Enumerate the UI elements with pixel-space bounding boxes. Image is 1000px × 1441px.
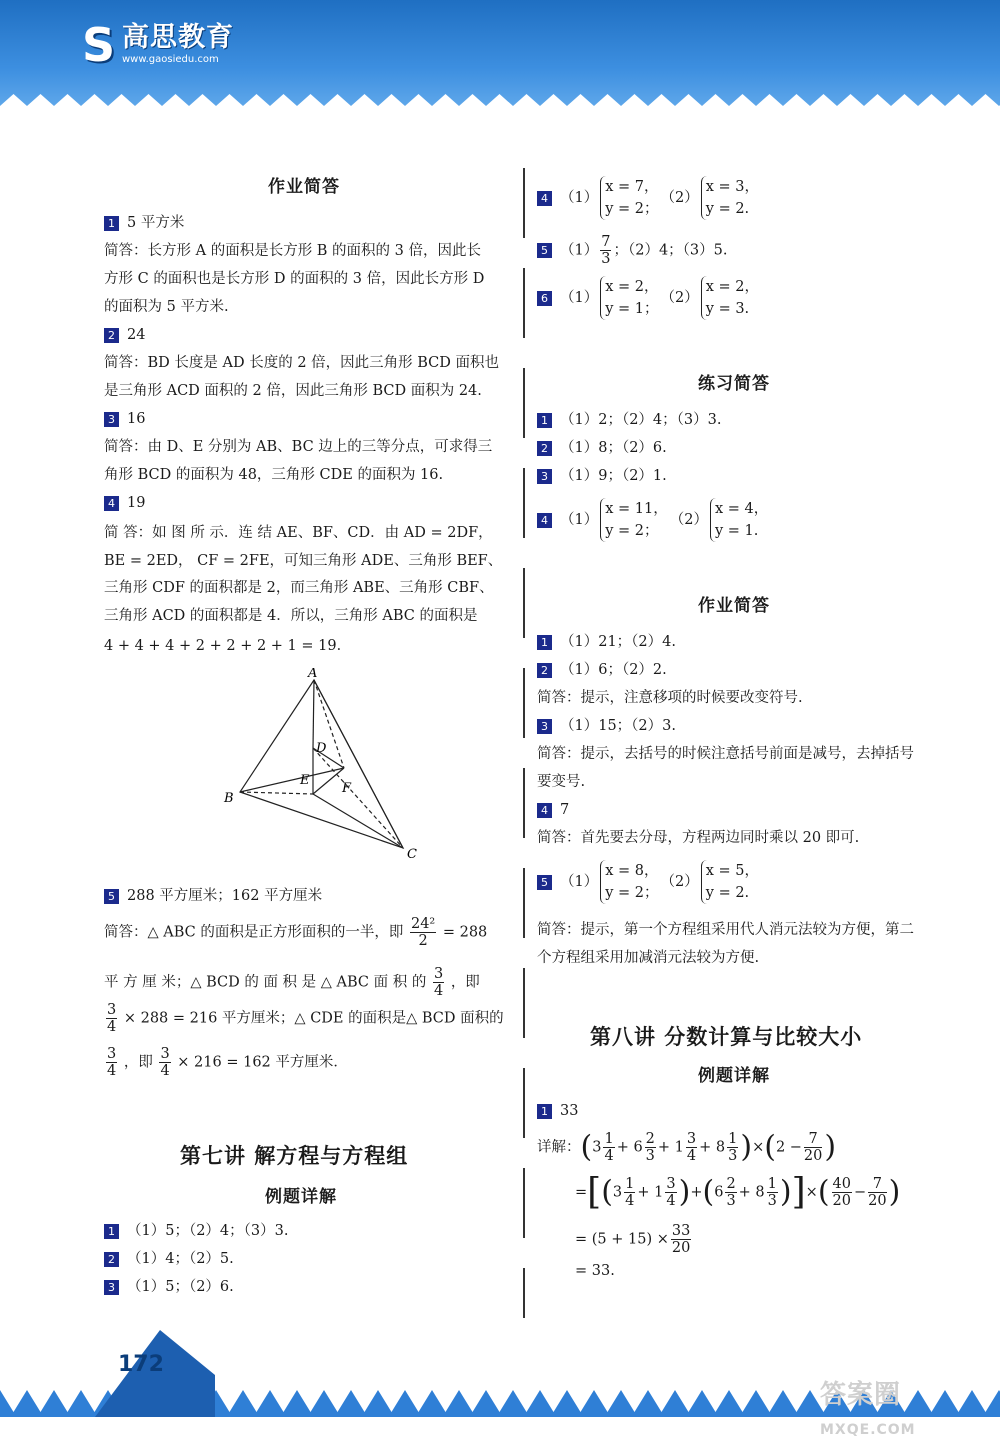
explanation-line: 角形 BCD 的面积为 48，三角形 CDE 的面积为 16.	[104, 467, 444, 483]
equation-system: x = 3， y = 2.	[701, 176, 759, 220]
watermark-text: 答案圈 MXQE.COM	[820, 1380, 916, 1438]
chapter-8-title: 第八讲 分数计算与比较大小	[590, 1025, 863, 1049]
label-a: A	[308, 668, 318, 681]
number-badge: 6	[537, 291, 552, 306]
page-header	[0, 0, 1000, 125]
answer-3: 3 16	[104, 409, 145, 429]
answer-2: 2 24	[104, 325, 145, 345]
fraction: $\frac{3}{4}$	[107, 1002, 117, 1035]
number-badge: 3	[104, 412, 119, 427]
equation-system: x = 2， y = 1；	[600, 276, 658, 320]
explanation-line: BE = 2ED， CF = 2FE，可知三角形 ADE、三角形 BEF、	[104, 553, 503, 569]
fraction: $\frac{3}{4}$	[433, 966, 444, 999]
label-f: F	[342, 781, 352, 796]
calc-result: = 33.	[575, 1263, 615, 1279]
explanation-line: 三角形 CDF 的面积都是 2，而三角形 ABE、三角形 CBF、	[104, 580, 494, 596]
logo-s-icon: S	[82, 18, 116, 72]
number-badge: 2	[537, 441, 552, 456]
number-badge: 1	[104, 216, 119, 231]
answer-5: 5 288 平方厘米；162 平方厘米	[104, 886, 322, 906]
explanation-line: 平 方 厘 米；△ BCD 的 面 积 是 △ ABC 面 积 的 $\frac{3}{4}$ ，即	[104, 966, 480, 999]
explanation-line: 三角形 ACD 的面积都是 4．所以，三角形 ABC 的面积是	[104, 608, 478, 624]
answer-1: 1 5 平方米	[104, 213, 184, 233]
equation-system: x = 5， y = 2.	[701, 860, 759, 904]
number-badge: 2	[104, 1252, 119, 1267]
equation-system: x = 2， y = 3.	[701, 276, 759, 320]
explanation-line: $\frac{3}{4}$ × 288 = 216 平方厘米；△ CDE 的面积是△ BCD 面积的	[107, 1002, 504, 1035]
practice-4: 4 （1） x = 11， y = 2； （2） x = 4， y = 1.	[537, 498, 770, 542]
explanation-line: $\frac{3}{4}$ ，即 $\frac{3}{4}$ × 216 = 162 平方厘米．	[107, 1046, 348, 1079]
equation-system: x = 11， y = 2；	[600, 498, 668, 542]
answer-r4: 4 （1） x = 7， y = 2； （2） x = 3， y = 2.	[537, 176, 761, 220]
explanation-line: 简答：首先要去分母，方程两边同时乘以 20 即可.	[537, 830, 860, 846]
explanation-line: 简答：提示，去括号的时候注意括号前面是减号，去掉括号	[537, 746, 914, 762]
answer-r5: 5 （1） $\frac{7}{3}$ ；（2）4；（3）5.	[537, 234, 727, 267]
number-badge: 4	[104, 496, 119, 511]
practice-3: 3 （1）9；（2）1.	[537, 466, 667, 486]
explanation-line: 简答：△ ABC 的面积是正方形面积的一半，即 $\frac{\text{24²}}{2}$ = 288	[104, 916, 488, 949]
brand-url: www.gaosiedu.com	[122, 54, 219, 65]
page-number: 172	[118, 1352, 164, 1377]
explanation-line: 要变号.	[537, 774, 586, 790]
number-badge: 5	[537, 875, 552, 890]
triangle-abc	[240, 680, 403, 848]
number-badge: 1	[537, 635, 552, 650]
explanation-line: 简答：BD 长度是 AD 长度的 2 倍，因此三角形 BCD 面积也	[104, 355, 500, 371]
label-c: C	[407, 847, 417, 862]
number-badge: 4	[537, 513, 552, 528]
explanation-line: 简答：提示，第一个方程组采用代人消元法较为方便，第二	[537, 922, 914, 938]
number-badge: 5	[537, 243, 552, 258]
number-badge: 4	[537, 803, 552, 818]
explanation-line: 简答：长方形 A 的面积是长方形 B 的面积的 3 倍，因此长	[104, 243, 482, 259]
chapter-8-subtitle: 例题详解	[698, 1066, 770, 1086]
calc-line-1: 详解：(3 $\frac{1}{4}$ + 6 $\frac{2}{3}$ + 1 $\frac{3}{4}$ + 8 $\frac{1}{3}$ )×(2 − $\frac{7}{20}$ )	[537, 1129, 837, 1165]
column-divider	[523, 168, 525, 1318]
label-e: E	[300, 773, 310, 788]
equation-system: x = 8， y = 2；	[600, 860, 658, 904]
example-1: 1 （1）5；（2）4；（3）3.	[104, 1221, 288, 1241]
hw-heading-right: 作业简答	[698, 596, 770, 616]
hw-1: 1 （1）21；（2）4.	[537, 632, 676, 652]
explanation-line: 的面积为 5 平方米.	[104, 299, 229, 315]
explanation-line: 4 + 4 + 4 + 2 + 2 + 2 + 1 = 19．	[104, 638, 352, 654]
brand-logo	[82, 18, 234, 72]
practice-1: 1 （1）2；（2）4；（3）3.	[537, 410, 721, 430]
explanation-line: 方形 C 的面积也是长方形 D 的面积的 3 倍，因此长方形 D	[104, 271, 485, 287]
example-3: 3 （1）5；（2）6.	[104, 1277, 234, 1297]
number-badge: 3	[104, 1280, 119, 1295]
triangle-figure	[220, 668, 430, 863]
number-badge: 3	[537, 469, 552, 484]
answer-r6: 6 （1） x = 2， y = 1； （2） x = 2， y = 3.	[537, 276, 761, 320]
hw-2: 2 （1）6；（2）2.	[537, 660, 667, 680]
brand-name: 高思教育	[122, 22, 234, 53]
number-badge: 4	[537, 191, 552, 206]
chapter-7-subtitle: 例题详解	[265, 1187, 337, 1207]
ch8-answer-1: 1 33	[537, 1101, 578, 1121]
hw-heading: 作业简答	[268, 177, 340, 197]
chapter-7-title: 第七讲 解方程与方程组	[180, 1144, 409, 1168]
fraction: $\frac{\text{24²}}{2}$	[410, 916, 436, 949]
hw-5: 5 （1） x = 8， y = 2； （2） x = 5， y = 2.	[537, 860, 761, 904]
hw-3: 3 （1）15；（2）3.	[537, 716, 676, 736]
explanation-line: 简答：由 D、E 分别为 AB、BC 边上的三等分点，可求得三	[104, 439, 493, 455]
practice-2: 2 （1）8；（2）6.	[537, 438, 667, 458]
number-badge: 5	[104, 889, 119, 904]
example-2: 2 （1）4；（2）5.	[104, 1249, 234, 1269]
number-badge: 1	[537, 1104, 552, 1119]
number-badge: 2	[104, 328, 119, 343]
zigzag-border	[0, 92, 1000, 132]
number-badge: 2	[537, 663, 552, 678]
answer-4: 4 19	[104, 493, 145, 513]
label-b: B	[224, 791, 234, 806]
equation-system: x = 7， y = 2；	[600, 176, 658, 220]
label-d: D	[316, 741, 327, 756]
calc-line-3: = (5 + 15) × $\frac{33}{20}$	[575, 1223, 691, 1256]
explanation-line: 是三角形 ACD 面积的 2 倍，因此三角形 BCD 面积为 24.	[104, 383, 482, 399]
number-badge: 1	[104, 1224, 119, 1239]
explanation-line: 简 答：如 图 所 示．连 结 AE、BF、CD．由 AD = 2DF，	[104, 525, 493, 541]
equation-system: x = 4， y = 1.	[710, 498, 768, 542]
calc-line-2: =[(3 $\frac{1}{4}$ + 1 $\frac{3}{4}$ )+(6 $\frac{2}{3}$ + 8 $\frac{1}{3}$ )]×( $\frac{40}{20}$ − $\frac{7}{20}$ )	[575, 1171, 901, 1213]
explanation-line: 个方程组采用加减消元法较为方便.	[537, 950, 760, 966]
fraction: $\frac{3}{4}$	[160, 1046, 170, 1079]
number-badge: 3	[537, 719, 552, 734]
fraction: $\frac{3}{4}$	[107, 1046, 117, 1079]
number-badge: 1	[537, 413, 552, 428]
explanation-line: 简答：提示，注意移项的时候要改变符号.	[537, 690, 803, 706]
fraction: $\frac{7}{3}$	[601, 234, 611, 267]
hw-4: 4 7	[537, 800, 569, 820]
practice-heading: 练习简答	[698, 374, 770, 394]
